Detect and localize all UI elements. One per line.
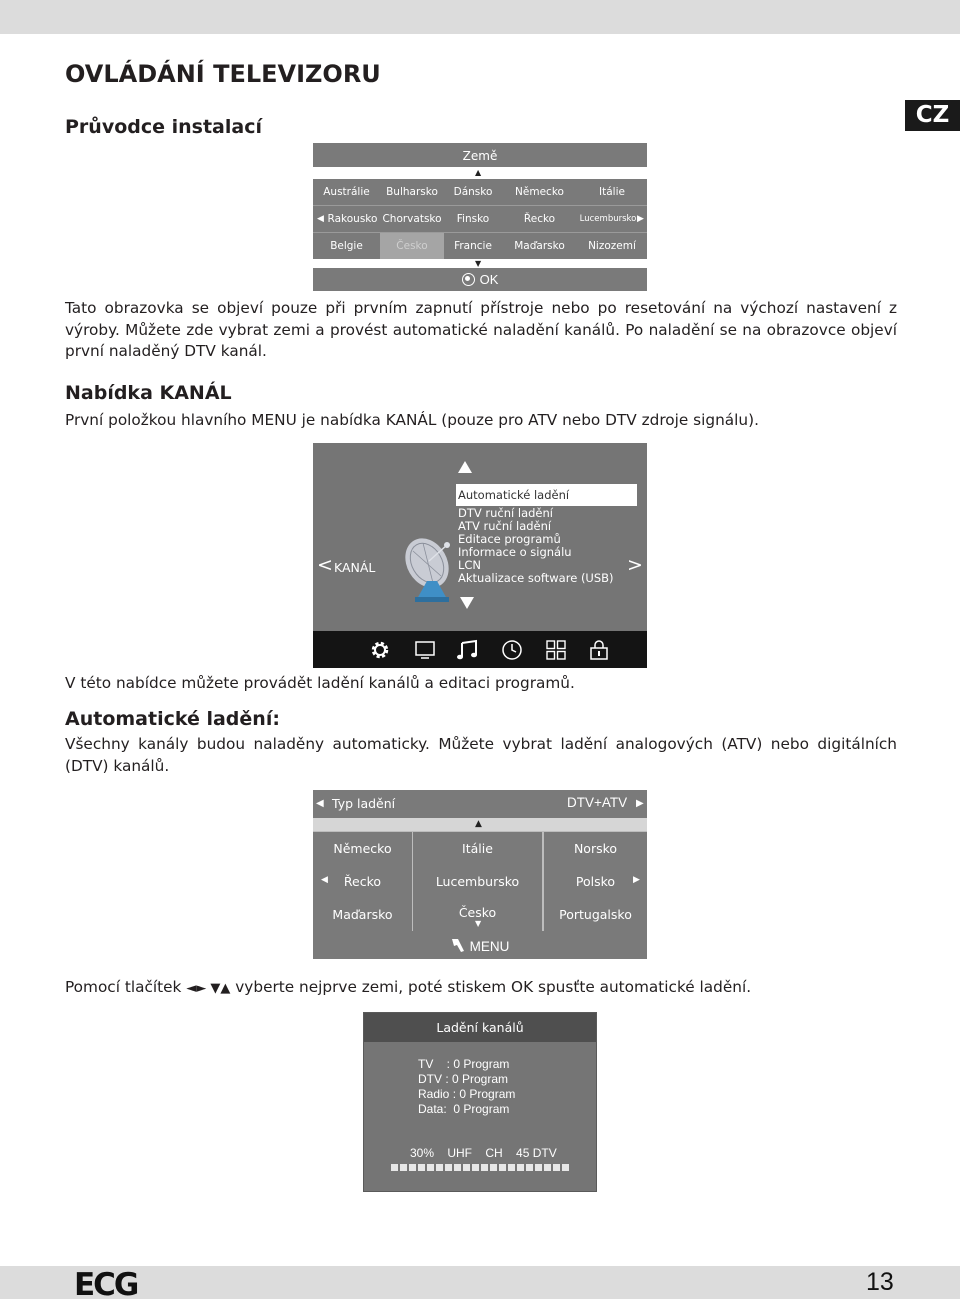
menu-item[interactable]: Aktualizace software (USB) xyxy=(458,571,614,585)
left-arrow-icon[interactable]: ◀ xyxy=(317,214,324,224)
install-heading: Průvodce instalací xyxy=(65,116,262,138)
country-cell[interactable]: Řecko xyxy=(313,865,412,898)
country-row xyxy=(313,206,647,232)
down-arrow-icon[interactable] xyxy=(460,597,474,609)
progress-segment xyxy=(499,1164,506,1171)
country-cell[interactable]: Austrálie xyxy=(323,186,370,198)
down-arrow-icon: ▼ xyxy=(475,919,482,928)
program-count-line: Radio : 0 Program xyxy=(418,1087,516,1101)
program-count-line: TV : 0 Program xyxy=(418,1057,510,1071)
wrench-icon xyxy=(451,938,465,953)
progress-segment xyxy=(409,1164,416,1171)
progress-segment xyxy=(472,1164,479,1171)
channel-menu-screen xyxy=(313,443,647,668)
country-cell[interactable]: Bulharsko xyxy=(386,186,438,198)
progress-segment xyxy=(391,1164,398,1171)
channel-menu-list xyxy=(456,484,637,585)
auto-tuning-intro: Všechny kanály budou naladěny automaticky. Můžete vybrat ladění analogových (ATV) nebo digitálních (DTV) kanálů. xyxy=(65,735,897,775)
satellite-dish-icon xyxy=(403,531,463,603)
country-cell[interactable]: Norsko xyxy=(544,832,647,865)
up-arrow-icon: ▲ xyxy=(475,819,482,829)
left-arrow-icon[interactable]: ◀ xyxy=(316,798,324,809)
country-cell[interactable]: Dánsko xyxy=(453,186,493,198)
country-cell[interactable]: Lucembursko xyxy=(579,214,637,224)
right-arrow-icon[interactable]: ▶ xyxy=(633,875,640,885)
grid-icon[interactable] xyxy=(545,639,567,661)
country-cell[interactable]: Řecko xyxy=(523,213,556,225)
auto-tuning-instruction xyxy=(65,977,897,1000)
menu-item[interactable]: DTV ruční ladění xyxy=(458,506,553,520)
country-cell[interactable]: Finsko xyxy=(456,213,490,225)
menu-footer[interactable] xyxy=(313,931,647,959)
language-badge: CZ xyxy=(905,100,960,131)
country-cell[interactable]: Německo xyxy=(515,186,564,198)
progress-segment xyxy=(418,1164,425,1171)
progress-segment xyxy=(562,1164,569,1171)
menu-item[interactable]: Informace o signálu xyxy=(458,545,572,559)
ok-icon xyxy=(462,273,475,286)
progress-segment xyxy=(427,1164,434,1171)
country-row xyxy=(313,233,647,259)
progress-segment xyxy=(463,1164,470,1171)
country-screen-title: Země xyxy=(313,143,647,167)
progress-segment xyxy=(445,1164,452,1171)
install-description: Tato obrazovka se objeví pouze při prvním zapnutí přístroje nebo po resetování na výchozí nastavení z výroby. Můžete zde vybrat zemi a provést automatické naladění kanálů. Po naladění se na obrazovce objeví první naladěný DTV kanál. xyxy=(65,299,897,360)
progress-segment xyxy=(517,1164,524,1171)
country-cell[interactable]: Belgie xyxy=(330,240,363,252)
program-count-line: DTV : 0 Program xyxy=(418,1072,509,1086)
up-arrow-icon[interactable] xyxy=(458,461,472,473)
program-count-line: Data: 0 Program xyxy=(418,1102,510,1116)
progress-segment xyxy=(553,1164,560,1171)
instruction-after: vyberte nejprve zemi, poté stiskem OK spusťte automatické ladění. xyxy=(235,978,752,996)
menu-footer-label: MENU xyxy=(469,939,510,954)
right-arrow-icon[interactable]: ▶ xyxy=(637,214,644,224)
tuning-type-label: Typ ladění xyxy=(332,796,396,811)
progress-segment xyxy=(526,1164,533,1171)
progress-segment xyxy=(508,1164,515,1171)
country-cell[interactable]: Maďarsko xyxy=(514,240,565,252)
country-cell[interactable]: Portugalsko xyxy=(544,898,647,931)
top-bar xyxy=(0,0,960,34)
channel-menu-intro: První položkou hlavního MENU je nabídka KANÁL (pouze pro ATV nebo DTV zdroje signálu). xyxy=(65,411,759,429)
gear-icon[interactable] xyxy=(369,639,391,661)
country-cell[interactable]: Nizozemí xyxy=(588,240,636,252)
progress-segment xyxy=(535,1164,542,1171)
left-nav-icon[interactable]: < xyxy=(317,554,333,576)
country-cell[interactable]: Itálie xyxy=(413,832,542,865)
menu-item-selected[interactable]: Automatické ladění xyxy=(456,484,637,506)
tuning-progress-screen xyxy=(363,1012,597,1192)
menu-item[interactable]: Editace programů xyxy=(458,532,561,546)
tuning-status: 30% UHF CH 45 DTV xyxy=(410,1146,557,1160)
progress-segment xyxy=(481,1164,488,1171)
up-arrow-icon: ▲ xyxy=(475,168,482,177)
left-arrow-icon[interactable]: ◀ xyxy=(321,875,328,885)
menu-category-label: KANÁL xyxy=(334,560,376,575)
country-cell[interactable]: Chorvatsko xyxy=(382,213,442,225)
country-selection-screen xyxy=(313,143,647,291)
country-cell[interactable]: Lucembursko xyxy=(413,865,542,898)
country-cell[interactable]: Rakousko xyxy=(327,213,378,225)
progress-segment xyxy=(400,1164,407,1171)
menu-item[interactable]: ATV ruční ladění xyxy=(458,519,552,533)
country-cell[interactable]: Polsko xyxy=(544,865,647,898)
clock-icon[interactable] xyxy=(501,639,523,661)
country-cell[interactable]: Francie xyxy=(454,240,492,252)
music-icon[interactable] xyxy=(456,639,480,661)
lock-icon[interactable] xyxy=(588,639,610,661)
ok-footer[interactable] xyxy=(313,268,647,291)
channel-menu-heading: Nabídka KANÁL xyxy=(65,382,232,404)
auto-tuning-screen xyxy=(313,790,647,959)
brand-logo: ECG xyxy=(74,1267,138,1299)
channel-menu-after: V této nabídce můžete provádět ladění kanálů a editaci programů. xyxy=(65,674,575,692)
page-number: 13 xyxy=(866,1268,894,1296)
country-cell[interactable]: Německo xyxy=(313,832,412,865)
progress-bar xyxy=(391,1164,571,1172)
ok-label: OK xyxy=(479,272,499,287)
monitor-icon[interactable] xyxy=(414,639,436,661)
right-arrow-icon[interactable]: ▶ xyxy=(636,798,644,809)
progress-segment xyxy=(490,1164,497,1171)
menu-item[interactable]: LCN xyxy=(458,558,482,572)
country-row xyxy=(313,179,647,205)
tuning-type-value: DTV+ATV xyxy=(567,795,628,810)
bottom-bar xyxy=(0,1266,960,1299)
country-cell[interactable]: Česko xyxy=(413,898,542,931)
arrow-keys-icon: ◄► ▼▲ xyxy=(186,981,231,996)
tuning-type-bar[interactable] xyxy=(313,790,647,818)
progress-segment xyxy=(454,1164,461,1171)
country-cell[interactable]: Maďarsko xyxy=(313,898,412,931)
country-cell-selected[interactable]: Česko xyxy=(380,233,444,259)
right-nav-icon[interactable]: > xyxy=(627,554,643,576)
country-cell[interactable]: Itálie xyxy=(599,186,625,198)
progress-title: Ladění kanálů xyxy=(364,1013,596,1042)
page-title: OVLÁDÁNÍ TELEVIZORU xyxy=(65,60,381,88)
instruction-before: Pomocí tlačítek xyxy=(65,978,182,996)
progress-segment xyxy=(544,1164,551,1171)
down-arrow-icon: ▼ xyxy=(475,259,482,268)
menu-icon-bar xyxy=(313,631,647,668)
progress-segment xyxy=(436,1164,443,1171)
auto-tuning-heading: Automatické ladění: xyxy=(65,708,280,730)
